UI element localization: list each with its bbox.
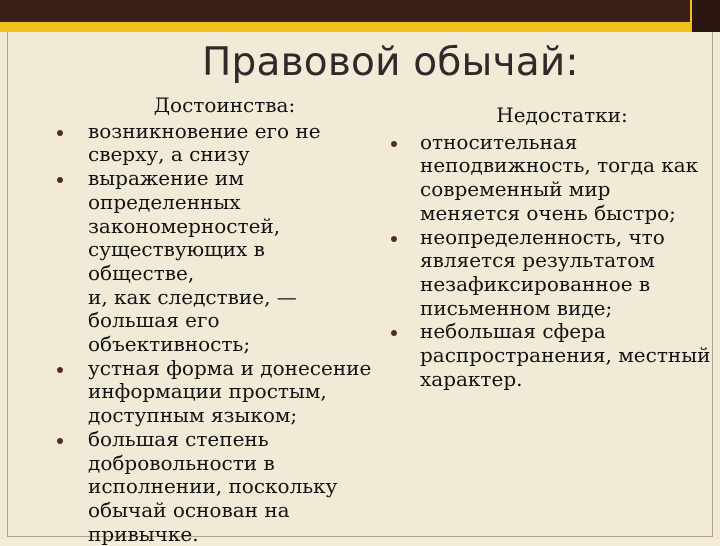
advantages-list-item <box>57 357 372 428</box>
advantage-text: устная форма и донесение информации простым, доступным языком; <box>88 355 372 428</box>
top-accent-stripe <box>0 22 720 32</box>
advantages-heading: Достоинства: <box>153 93 296 117</box>
bullet-icon <box>391 141 397 147</box>
disadvantages-list-item <box>377 226 717 321</box>
disadvantages-heading: Недостатки: <box>496 103 628 127</box>
top-decorative-bar <box>0 0 720 22</box>
bullet-icon <box>57 130 63 136</box>
slide-title: Правовой обычай: <box>202 40 579 85</box>
advantage-text: возникновение его не сверху, а снизу <box>88 118 321 167</box>
disadvantages-list-item <box>377 131 717 226</box>
bullet-icon <box>57 367 63 373</box>
advantage-text: выражение им определенных закономерностей, существующих в обществе, и, как следствие, — большая его объективность; <box>88 166 297 357</box>
disadvantages-list-item <box>377 320 717 391</box>
disadvantages-list <box>377 131 717 392</box>
disadvantage-text: небольшая сфера распространения, местный характер. <box>420 319 711 391</box>
advantage-text: большая степень добровольности в исполнении, поскольку обычай основан на привычке. <box>88 426 338 546</box>
advantages-list-item <box>57 428 372 546</box>
disadvantage-text: неопределенность, что является результатом незафиксированное в письменном виде; <box>420 224 665 320</box>
bullet-icon <box>57 438 63 444</box>
disadvantage-text: относительная неподвижность, тогда как современный мир меняется очень быстро; <box>420 129 699 225</box>
advantages-list-item <box>57 120 372 167</box>
advantages-list <box>57 120 372 546</box>
advantages-column <box>57 94 372 546</box>
top-right-corner-block <box>690 0 720 32</box>
bullet-icon <box>391 330 397 336</box>
disadvantages-column <box>377 94 717 391</box>
bullet-icon <box>391 236 397 242</box>
bullet-icon <box>57 177 63 183</box>
advantages-list-item <box>57 167 372 357</box>
